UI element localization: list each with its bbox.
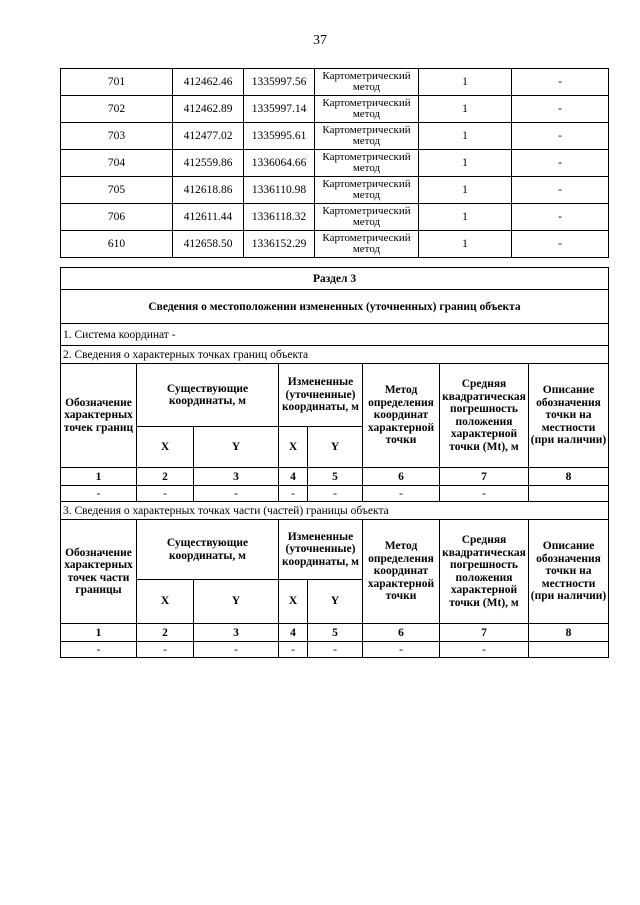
cell-y: 1336118.32: [244, 204, 315, 231]
cell-mt: 1: [419, 150, 512, 177]
cell-method: Картометрический метод: [315, 96, 419, 123]
header-changed: Измененные (уточненные) координаты, м: [279, 520, 363, 580]
empty-row: [61, 486, 609, 502]
empty-cell: -: [440, 486, 529, 502]
cell-y: 1336152.29: [244, 231, 315, 258]
column-numbers-row: [61, 468, 609, 486]
header-y: Y: [194, 580, 279, 624]
column-number: 4: [279, 468, 308, 486]
empty-cell: -: [137, 486, 194, 502]
cell-desc: -: [512, 123, 609, 150]
header-changed: Измененные (уточненные) координаты, м: [279, 364, 363, 427]
column-number: 3: [194, 468, 279, 486]
cell-mt: 1: [419, 69, 512, 96]
point-row: [61, 69, 609, 96]
cell-method: Картометрический метод: [315, 204, 419, 231]
cell-mt: 1: [419, 177, 512, 204]
empty-cell: -: [61, 486, 137, 502]
cell-desc: -: [512, 150, 609, 177]
header-y: Y: [308, 580, 363, 624]
point-row: [61, 123, 609, 150]
cell-desc: -: [512, 96, 609, 123]
header-method: Метод определения координат характерной точки: [363, 520, 440, 624]
cell-desc: -: [512, 204, 609, 231]
empty-cell: -: [440, 642, 529, 658]
column-number: 1: [61, 468, 137, 486]
cell-n: 705: [61, 177, 173, 204]
column-number: 1: [61, 624, 137, 642]
cell-mt: 1: [419, 96, 512, 123]
point-row: [61, 150, 609, 177]
header-method: Метод определения координат характерной точки: [363, 364, 440, 468]
header-designation-part: Обозначение характерных точек части границы: [61, 520, 137, 624]
header-x: X: [137, 580, 194, 624]
header-existing: Существующие координаты, м: [137, 520, 279, 580]
coord-system: 1. Система координат -: [61, 324, 609, 346]
empty-cell: -: [194, 486, 279, 502]
column-number: 3: [194, 624, 279, 642]
cell-x: 412618.86: [173, 177, 244, 204]
empty-cell: [529, 642, 609, 658]
cell-method: Картометрический метод: [315, 123, 419, 150]
cell-method: Картометрический метод: [315, 177, 419, 204]
header-desc: Описание обозначения точки на местности (при наличии): [529, 520, 609, 624]
header-existing: Существующие координаты, м: [137, 364, 279, 427]
empty-cell: -: [308, 642, 363, 658]
cell-desc: -: [512, 69, 609, 96]
cell-n: 706: [61, 204, 173, 231]
header-desc: Описание обозначения точки на местности (при наличии): [529, 364, 609, 468]
header-designation: Обозначение характерных точек границ: [61, 364, 137, 468]
point-row: [61, 177, 609, 204]
section-3-table: [60, 267, 609, 658]
empty-cell: -: [279, 642, 308, 658]
cell-n: 702: [61, 96, 173, 123]
section-title: Раздел 3: [61, 268, 609, 290]
empty-cell: -: [363, 642, 440, 658]
cell-method: Картометрический метод: [315, 231, 419, 258]
points-table-continuation: [60, 68, 609, 258]
part2-title: 2. Сведения о характерных точках границ объекта: [61, 346, 609, 364]
header-mse: Средняя квадратическая погрешность положения характерной точки (Mt), м: [440, 364, 529, 468]
cell-x: 412658.50: [173, 231, 244, 258]
part3-title: 3. Сведения о характерных точках части (частей) границы объекта: [61, 502, 609, 520]
cell-x: 412611.44: [173, 204, 244, 231]
empty-cell: -: [137, 642, 194, 658]
empty-cell: -: [279, 486, 308, 502]
cell-x: 412462.46: [173, 69, 244, 96]
cell-y: 1335995.61: [244, 123, 315, 150]
cell-mt: 1: [419, 231, 512, 258]
header-y: Y: [308, 427, 363, 468]
empty-row: [61, 642, 609, 658]
cell-desc: -: [512, 177, 609, 204]
header-mse: Средняя квадратическая погрешность положения характерной точки (Mt), м: [440, 520, 529, 624]
empty-cell: -: [194, 642, 279, 658]
header-x: X: [279, 427, 308, 468]
page-number: 37: [313, 33, 327, 48]
section-subtitle: Сведения о местоположении измененных (уточненных) границ объекта: [61, 290, 609, 324]
cell-y: 1335997.56: [244, 69, 315, 96]
cell-n: 703: [61, 123, 173, 150]
empty-cell: -: [308, 486, 363, 502]
cell-y: 1335997.14: [244, 96, 315, 123]
column-number: 4: [279, 624, 308, 642]
column-number: 8: [529, 624, 609, 642]
column-number: 7: [440, 468, 529, 486]
cell-y: 1336064.66: [244, 150, 315, 177]
cell-x: 412559.86: [173, 150, 244, 177]
header-x: X: [137, 427, 194, 468]
point-row: [61, 204, 609, 231]
column-number: 5: [308, 624, 363, 642]
cell-n: 610: [61, 231, 173, 258]
column-number: 8: [529, 468, 609, 486]
cell-y: 1336110.98: [244, 177, 315, 204]
point-row: [61, 231, 609, 258]
cell-mt: 1: [419, 123, 512, 150]
cell-n: 701: [61, 69, 173, 96]
cell-n: 704: [61, 150, 173, 177]
point-row: [61, 96, 609, 123]
column-number: 2: [137, 624, 194, 642]
cell-desc: -: [512, 231, 609, 258]
header-y: Y: [194, 427, 279, 468]
cell-x: 412477.02: [173, 123, 244, 150]
column-numbers-row: [61, 624, 609, 642]
column-number: 7: [440, 624, 529, 642]
cell-mt: 1: [419, 204, 512, 231]
cell-x: 412462.89: [173, 96, 244, 123]
empty-cell: [529, 486, 609, 502]
cell-method: Картометрический метод: [315, 69, 419, 96]
empty-cell: -: [61, 642, 137, 658]
column-number: 5: [308, 468, 363, 486]
header-x: X: [279, 580, 308, 624]
column-number: 2: [137, 468, 194, 486]
cell-method: Картометрический метод: [315, 150, 419, 177]
column-number: 6: [363, 624, 440, 642]
empty-cell: -: [363, 486, 440, 502]
column-number: 6: [363, 468, 440, 486]
